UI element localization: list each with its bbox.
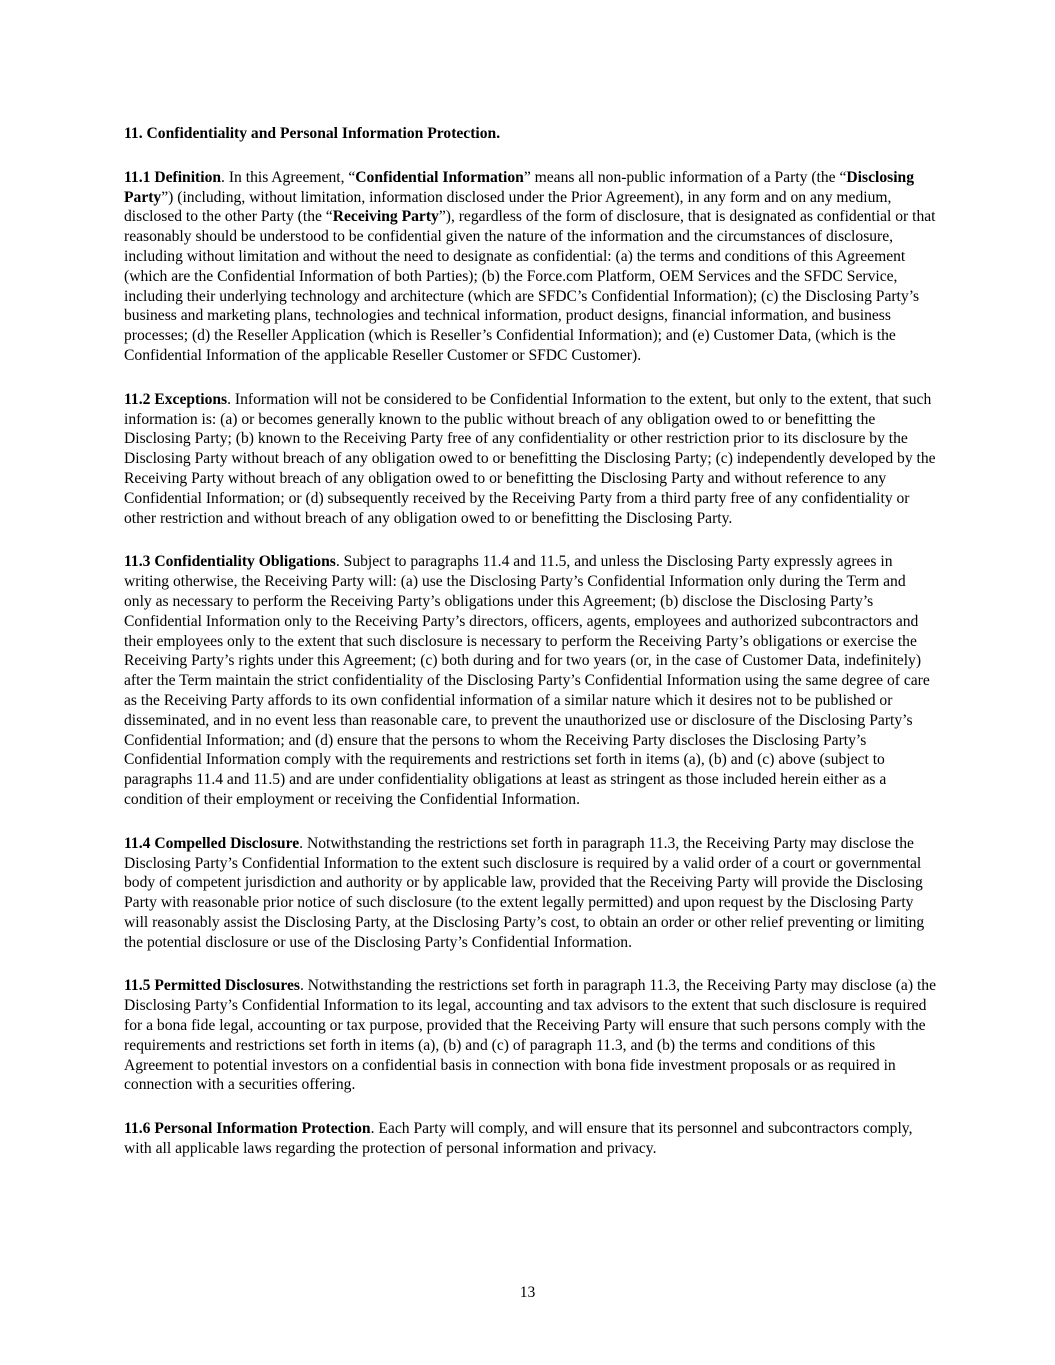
paragraph-list bbox=[124, 168, 936, 1159]
clause-label: 11.1 Definition bbox=[124, 168, 222, 186]
clause-label: 11.5 Permitted Disclosures bbox=[124, 977, 300, 995]
clause-label: 11.2 Exceptions bbox=[124, 390, 228, 408]
clause-text: . Information will not be considered to be Confidential Information to the extent, but only to the extent, that such information is: (a) or becomes generally known to the public without breach of any obligation owed to or benefitting the Disclosing Party; (b) known to the Receiving Party free of any confidentiality or other restriction prior to its disclosure by the Disclosing Party without breach of any obligation owed to or benefitting the Disclosing Party; (c) independently developed by the Receiving Party without breach of any obligation owed to or benefitting the Disclosing Party and without reference to any Confidential Information; or (d) subsequently received by the Receiving Party from a third party free of any confidentiality or other restriction and without breach of any obligation owed to or benefitting the Disclosing Party. bbox=[124, 390, 936, 527]
clause-label: 11.4 Compelled Disclosure bbox=[124, 834, 300, 852]
clause-label: 11.3 Confidentiality Obligations bbox=[124, 553, 336, 571]
clause-text: . In this Agreement, “ bbox=[221, 168, 356, 186]
clause-paragraph bbox=[124, 834, 936, 953]
clause-paragraph bbox=[124, 168, 936, 366]
clause-text: ”), regardless of the form of disclosure, that is designated as confidential or that reasonably should be understood to be confidential given the nature of the information and the circumstances of disclosure, including without limitation and without the need to designate as confidential: (a) the terms and conditions of this Agreement (which are the Confidential Information of both Parties); (b) the Force.com Platform, OEM Services and the SFDC Service, including their underlying technology and architecture (which are SFDC’s Confidential Information); (c) the Disclosing Party’s business and marketing plans, technologies and technical information, product designs, financial information, and business processes; (d) the Reseller Application (which is Reseller’s Confidential Information); and (e) Customer Data, (which is the Confidential Information of the applicable Reseller Customer or SFDC Customer). bbox=[124, 208, 936, 364]
clause-text: . Subject to paragraphs 11.4 and 11.5, and unless the Disclosing Party expressly agrees in writing otherwise, the Receiving Party will: (a) use the Disclosing Party’s Confidential Information only during the Term and only as necessary to perform the Receiving Party’s obligations under this Agreement; (b) disclose the Disclosing Party’s Confidential Information only to the Receiving Party’s directors, officers, agents, employees and authorized subcontractors and their employees only to the extent that such disclosure is necessary to perform the Receiving Party’s obligations or exercise the Receiving Party’s rights under this Agreement; (c) both during and for two years (or, in the case of Customer Data, indefinitely) after the Term maintain the strict confidentiality of the Disclosing Party’s Confidential Information using the same degree of care as the Receiving Party affords to its own confidential information of a similar nature which it desires not to be published or disseminated, and in no event less than reasonable care, to prevent the unauthorized use or disclosure of the Disclosing Party’s Confidential Information; and (d) ensure that the persons to whom the Receiving Party discloses the Disclosing Party’s Confidential Information comply with the requirements and restrictions set forth in items (a), (b) and (c) above (subject to paragraphs 11.4 and 11.5) and are under confidentiality obligations at least as stringent as those included herein either as a condition of their employment or receiving the Confidential Information. bbox=[124, 553, 930, 808]
document-page bbox=[124, 124, 936, 1183]
page-number: 13 bbox=[519, 1284, 536, 1301]
defined-term: Disclosing Party bbox=[124, 168, 915, 206]
clause-paragraph bbox=[124, 1119, 936, 1159]
clause-text: ”) (including, without limitation, information disclosed under the Prior Agreement), in any form and on any medium, disclosed to the other Party (the “ bbox=[124, 188, 892, 226]
clause-text: . Each Party will comply, and will ensure that its personnel and subcontractors comply, with all applicable laws regarding the protection of personal information and privacy. bbox=[124, 1120, 913, 1158]
clause-paragraph bbox=[124, 976, 936, 1095]
clause-text: ” means all non-public information of a Party (the “ bbox=[523, 168, 847, 186]
clause-paragraph bbox=[124, 552, 936, 809]
clause-text: . Notwithstanding the restrictions set forth in paragraph 11.3, the Receiving Party may disclose (a) the Disclosing Party’s Confidential Information to its legal, accounting and tax advisors to the extent that such disclosure is required for a bona fide legal, accounting or tax purpose, provided that the Receiving Party will ensure that such persons comply with the requirements and restrictions set forth in items (a), (b) and (c) of paragraph 11.3, and (b) the terms and conditions of this Agreement to potential investors on a confidential basis in connection with bona fide investment proposals or as required in connection with a securities offering. bbox=[124, 977, 936, 1094]
defined-term: Receiving Party bbox=[332, 208, 439, 226]
defined-term: Confidential Information bbox=[355, 168, 524, 186]
clause-label: 11.6 Personal Information Protection bbox=[124, 1120, 371, 1138]
clause-text: . Notwithstanding the restrictions set forth in paragraph 11.3, the Receiving Party may disclose the Disclosing Party’s Confidential Information to the extent such disclosure is required by a valid order of a court or governmental body of competent jurisdiction and authority or by applicable law, provided that the Receiving Party will provide the Disclosing Party with reasonable prior notice of such disclosure (to the extent legally permitted) and upon request by the Disclosing Party will reasonably assist the Disclosing Party, at the Disclosing Party’s cost, to obtain an order or other relief preventing or limiting the potential disclosure or use of the Disclosing Party’s Confidential Information. bbox=[124, 834, 925, 951]
clause-paragraph bbox=[124, 390, 936, 529]
section-heading-text: 11. Confidentiality and Personal Information Protection bbox=[124, 125, 497, 142]
section-heading-punct: . bbox=[496, 125, 501, 142]
section-heading bbox=[124, 124, 936, 144]
